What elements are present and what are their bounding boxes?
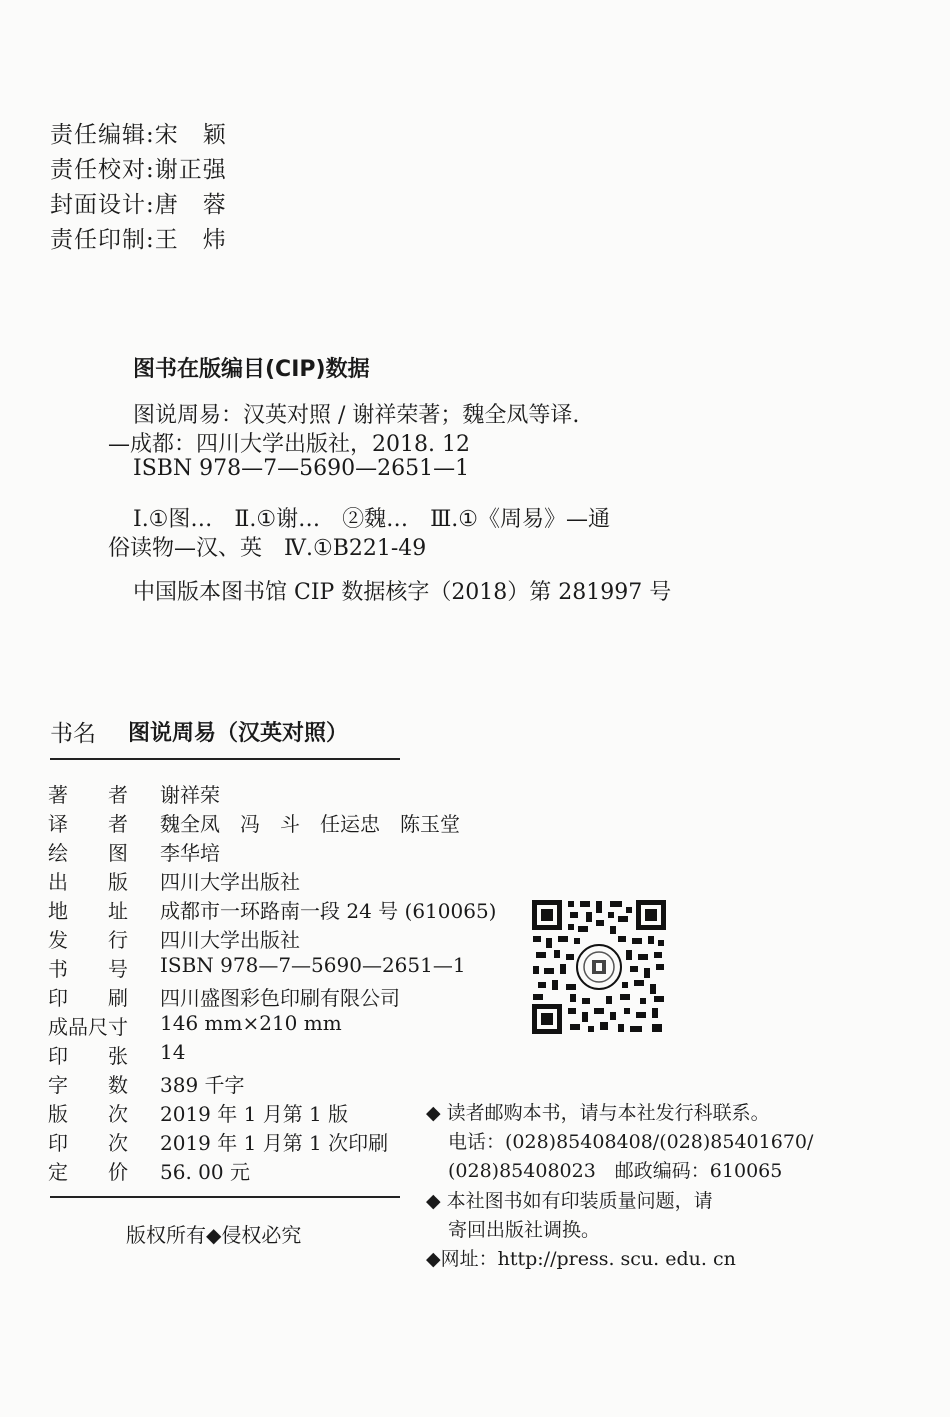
- detail-value: 14: [160, 1040, 186, 1064]
- credit-printing: 责任印制:王 炜: [50, 227, 227, 253]
- detail-label: 字 数: [48, 1073, 128, 1097]
- title-rule: [50, 758, 400, 760]
- credit-editor: 责任编辑:宋 颖: [50, 122, 227, 148]
- detail-value: 2019 年 1 月第 1 次印刷: [160, 1131, 389, 1155]
- detail-label: 书 号: [48, 957, 128, 981]
- detail-label: 印 次: [48, 1131, 128, 1155]
- notice-phone-postcode: (028)85408023 邮政编码：610065: [448, 1160, 783, 1182]
- detail-value: 成都市一环路南一段 24 号 (610065): [160, 899, 497, 923]
- detail-value: 四川大学出版社: [160, 870, 300, 894]
- detail-label: 定 价: [48, 1160, 128, 1184]
- book-title: 图说周易（汉英对照）: [128, 721, 349, 746]
- detail-label: 著 者: [48, 783, 128, 807]
- detail-value: 魏全凤 冯 斗 任运忠 陈玉堂: [160, 812, 460, 836]
- notice-website: ◆网址：http://press. scu. edu. cn: [426, 1248, 736, 1270]
- cip-line-classification-cont: 俗读物—汉、英 Ⅳ.①B221-49: [108, 536, 427, 561]
- detail-value: ISBN 978—7—5690—2651—1: [160, 953, 466, 977]
- notice-phone: 电话：(028)85408408/(028)85401670/: [448, 1131, 814, 1153]
- detail-value: 2019 年 1 月第 1 版: [160, 1102, 349, 1126]
- detail-label: 绘 图: [48, 841, 128, 865]
- detail-value: 谢祥荣: [160, 783, 220, 807]
- detail-label: 印 张: [48, 1044, 128, 1068]
- detail-label: 印 刷: [48, 986, 128, 1010]
- detail-value: 四川大学出版社: [160, 928, 300, 952]
- notice-quality-cont: 寄回出版社调换。: [448, 1219, 601, 1241]
- notice-mail-order: ◆ 读者邮购本书，请与本社发行科联系。: [426, 1102, 770, 1124]
- detail-value: 389 千字: [160, 1073, 245, 1097]
- cip-heading: 图书在版编目(CIP)数据: [133, 357, 370, 382]
- cip-line-publisher: —成都：四川大学出版社，2018. 12: [108, 432, 470, 457]
- detail-label: 译 者: [48, 812, 128, 836]
- cip-line-record: 中国版本图书馆 CIP 数据核字（2018）第 281997 号: [133, 580, 672, 605]
- detail-label: 出 版: [48, 870, 128, 894]
- cip-line-classification: Ⅰ.①图… Ⅱ.①谢… ②魏… Ⅲ.①《周易》—通: [133, 507, 611, 532]
- cip-line-title: 图说周易：汉英对照 / 谢祥荣著；魏全凤等译.: [133, 403, 580, 428]
- credit-cover-design: 封面设计:唐 蓉: [50, 192, 227, 218]
- detail-value: 146 mm×210 mm: [160, 1011, 342, 1035]
- detail-value: 四川盛图彩色印刷有限公司: [160, 986, 400, 1010]
- details-rule: [50, 1196, 400, 1198]
- detail-label: 版 次: [48, 1102, 128, 1126]
- detail-value: 李华培: [160, 841, 220, 865]
- cip-line-isbn: ISBN 978—7—5690—2651—1: [133, 456, 470, 481]
- detail-label: 地 址: [48, 899, 128, 923]
- book-name-label: 书名: [50, 721, 96, 747]
- credit-proofreader: 责任校对:谢正强: [50, 157, 227, 183]
- detail-label: 发 行: [48, 928, 128, 952]
- detail-label: 成品尺寸: [48, 1015, 128, 1039]
- copyright-notice: 版权所有◆侵权必究: [126, 1223, 302, 1247]
- notice-quality: ◆ 本社图书如有印装质量问题，请: [426, 1190, 713, 1212]
- detail-value: 56. 00 元: [160, 1160, 250, 1184]
- qr-code-icon: [530, 898, 668, 1036]
